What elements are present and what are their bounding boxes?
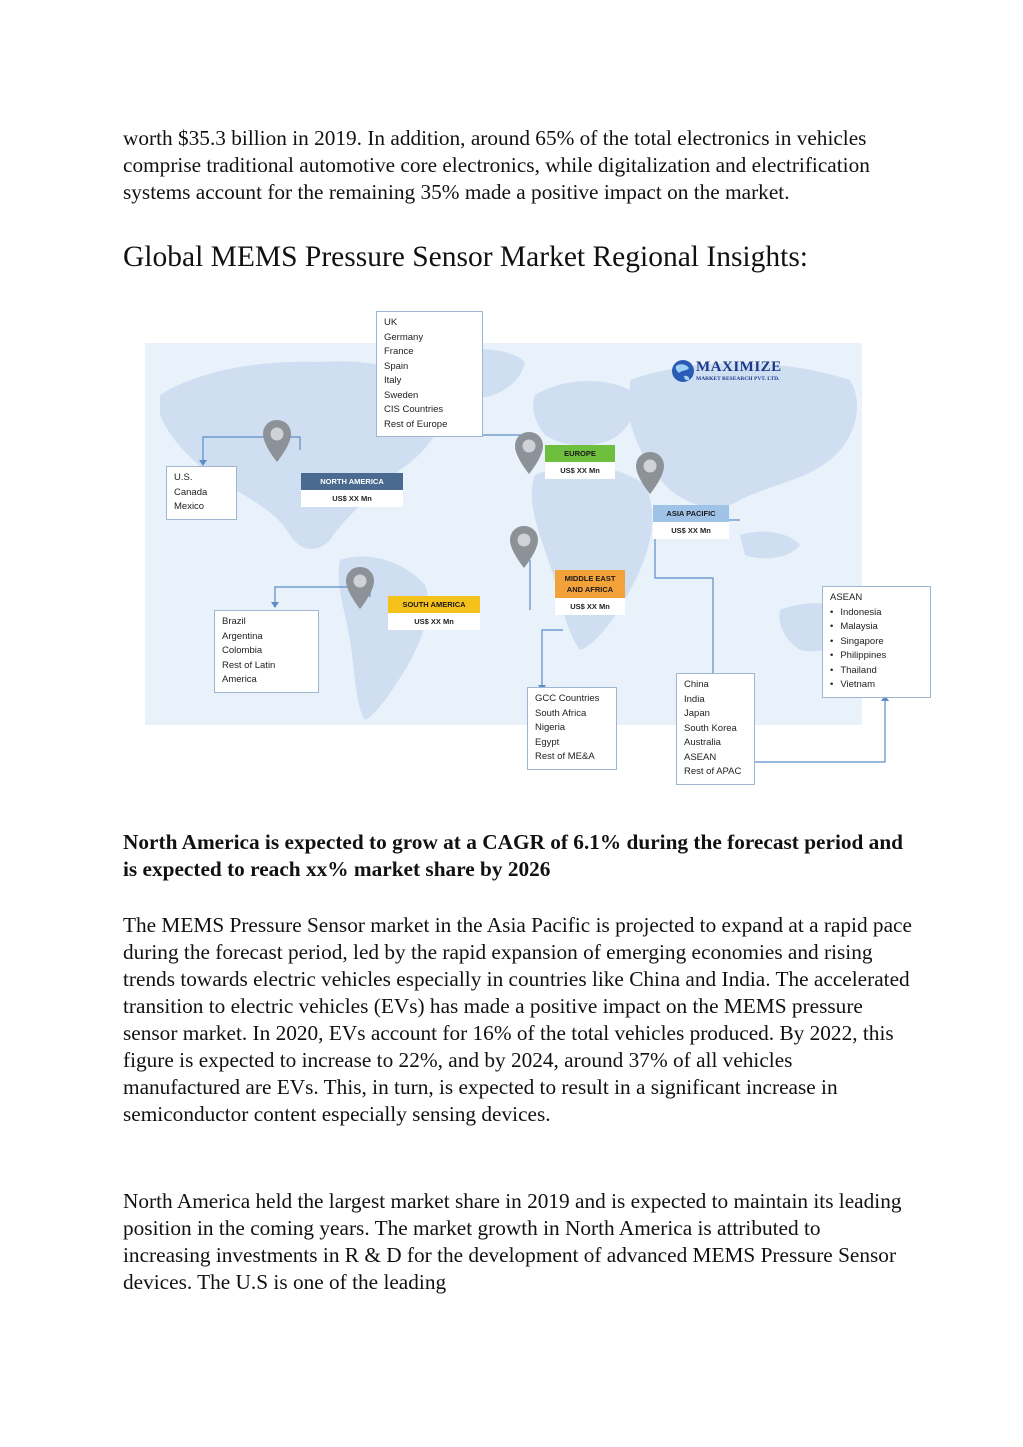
tag-north-america bbox=[301, 473, 403, 507]
apac-country-list bbox=[676, 673, 755, 785]
region-name: MIDDLE EAST AND AFRICA bbox=[555, 570, 625, 598]
list-item: India bbox=[684, 693, 705, 705]
location-pin-icon bbox=[508, 524, 540, 570]
list-item: France bbox=[384, 346, 414, 357]
asia-pacific-paragraph: The MEMS Pressure Sensor market in the Asia Pacific is projected to expand at a rapid pace during the forecast period, led by the rapid expansion of emerging economies and rising trends towards electric vehicles especially in countries like China and India. The accelerated transition to electric vehicles (EVs) has made a positive impact on the MEMS pressure sensor market. In 2020, EVs account for 16% of the total vehicles produced. By 2022, this figure is expected to increase to 22%, and by 2024, around 37% of all vehicles manufactured are EVs. This, in turn, is expected to result in a significant increase in semiconductor content especially sensing devices. bbox=[123, 913, 912, 1126]
intro-paragraph: worth $35.3 billion in 2019. In addition, around 65% of the total electronics in vehicles comprise traditional automotive core electronics, while digitalization and electrification systems account for the remaining 35% made a positive impact on the market. bbox=[123, 126, 870, 204]
region-name: SOUTH AMERICA bbox=[388, 596, 480, 613]
globe-icon bbox=[670, 357, 696, 387]
list-item: Mexico bbox=[174, 501, 205, 512]
list-item: Japan bbox=[684, 708, 710, 719]
list-item: U.S. bbox=[174, 472, 193, 483]
asean-country-list bbox=[822, 586, 931, 698]
list-item: Italy bbox=[384, 375, 402, 386]
list-item: UK bbox=[384, 317, 398, 328]
list-item: Colombia bbox=[222, 645, 263, 656]
tag-asia-pacific bbox=[653, 505, 729, 539]
region-value: US$ XX Mn bbox=[545, 462, 615, 479]
regional-insights-infographic bbox=[140, 300, 940, 800]
list-item: Sweden bbox=[384, 389, 419, 401]
region-value: US$ XX Mn bbox=[301, 490, 403, 507]
logo-name: MAXIMIZE bbox=[696, 359, 782, 375]
region-name: ASIA PACIFIC bbox=[653, 505, 729, 522]
region-value: US$ XX Mn bbox=[555, 598, 625, 615]
location-pin-icon bbox=[513, 430, 545, 476]
maximize-logo bbox=[670, 355, 830, 389]
list-item: Rest of Latin bbox=[222, 659, 276, 671]
list-item: • Vietnam bbox=[830, 678, 923, 693]
list-item: Rest of Europe bbox=[384, 418, 448, 430]
list-item: China bbox=[684, 679, 709, 690]
region-name: NORTH AMERICA bbox=[301, 473, 403, 490]
list-item: Rest of APAC bbox=[684, 766, 742, 777]
section-subheading: North America is expected to grow at a CAGR of 6.1% during the forecast period and is expected to reach xx% market share by 2026 bbox=[123, 830, 904, 881]
list-item: South Africa bbox=[535, 707, 587, 719]
logo-subtitle: MARKET RESEARCH PVT. LTD. bbox=[696, 376, 780, 382]
list-item: Egypt bbox=[535, 736, 560, 748]
list-item: • Malaysia bbox=[830, 620, 923, 635]
list-item: GCC Countries bbox=[535, 693, 600, 704]
location-pin-icon bbox=[344, 565, 376, 611]
list-item: Nigeria bbox=[535, 722, 566, 733]
list-item: America bbox=[222, 674, 257, 685]
south-america-country-list bbox=[214, 610, 319, 693]
list-item: Brazil bbox=[222, 616, 246, 627]
europe-country-list bbox=[376, 311, 483, 437]
list-item: CIS Countries bbox=[384, 404, 444, 415]
list-item: Canada bbox=[174, 486, 208, 498]
list-item: • Indonesia bbox=[830, 606, 923, 621]
list-item: • Philippines bbox=[830, 649, 923, 664]
tag-europe bbox=[545, 445, 615, 479]
list-item: ASEAN bbox=[684, 751, 717, 763]
asean-title: ASEAN bbox=[830, 592, 863, 603]
list-item: Germany bbox=[384, 331, 424, 343]
list-item: Spain bbox=[384, 360, 409, 372]
region-value: US$ XX Mn bbox=[388, 613, 480, 630]
location-pin-icon bbox=[261, 418, 293, 464]
region-name: EUROPE bbox=[545, 445, 615, 462]
section-heading: Global MEMS Pressure Sensor Market Regional Insights: bbox=[123, 241, 808, 273]
north-america-country-list bbox=[166, 466, 237, 520]
list-item: South Korea bbox=[684, 722, 737, 734]
region-value: US$ XX Mn bbox=[653, 522, 729, 539]
list-item: • Singapore bbox=[830, 635, 923, 650]
tag-south-america bbox=[388, 596, 480, 630]
north-america-paragraph: North America held the largest market share in 2019 and is expected to maintain its leading position in the coming years. The market growth in North America is attributed to increasing investments in R & D for the development of advanced MEMS Pressure Sensor devices. The U.S is one of the leading bbox=[123, 1189, 902, 1294]
location-pin-icon bbox=[634, 450, 666, 496]
mea-country-list bbox=[527, 687, 617, 770]
list-item: • Thailand bbox=[830, 664, 923, 679]
list-item: Rest of ME&A bbox=[535, 751, 595, 762]
list-item: Australia bbox=[684, 737, 721, 748]
tag-middle-east-africa bbox=[555, 570, 625, 615]
list-item: Argentina bbox=[222, 630, 263, 642]
